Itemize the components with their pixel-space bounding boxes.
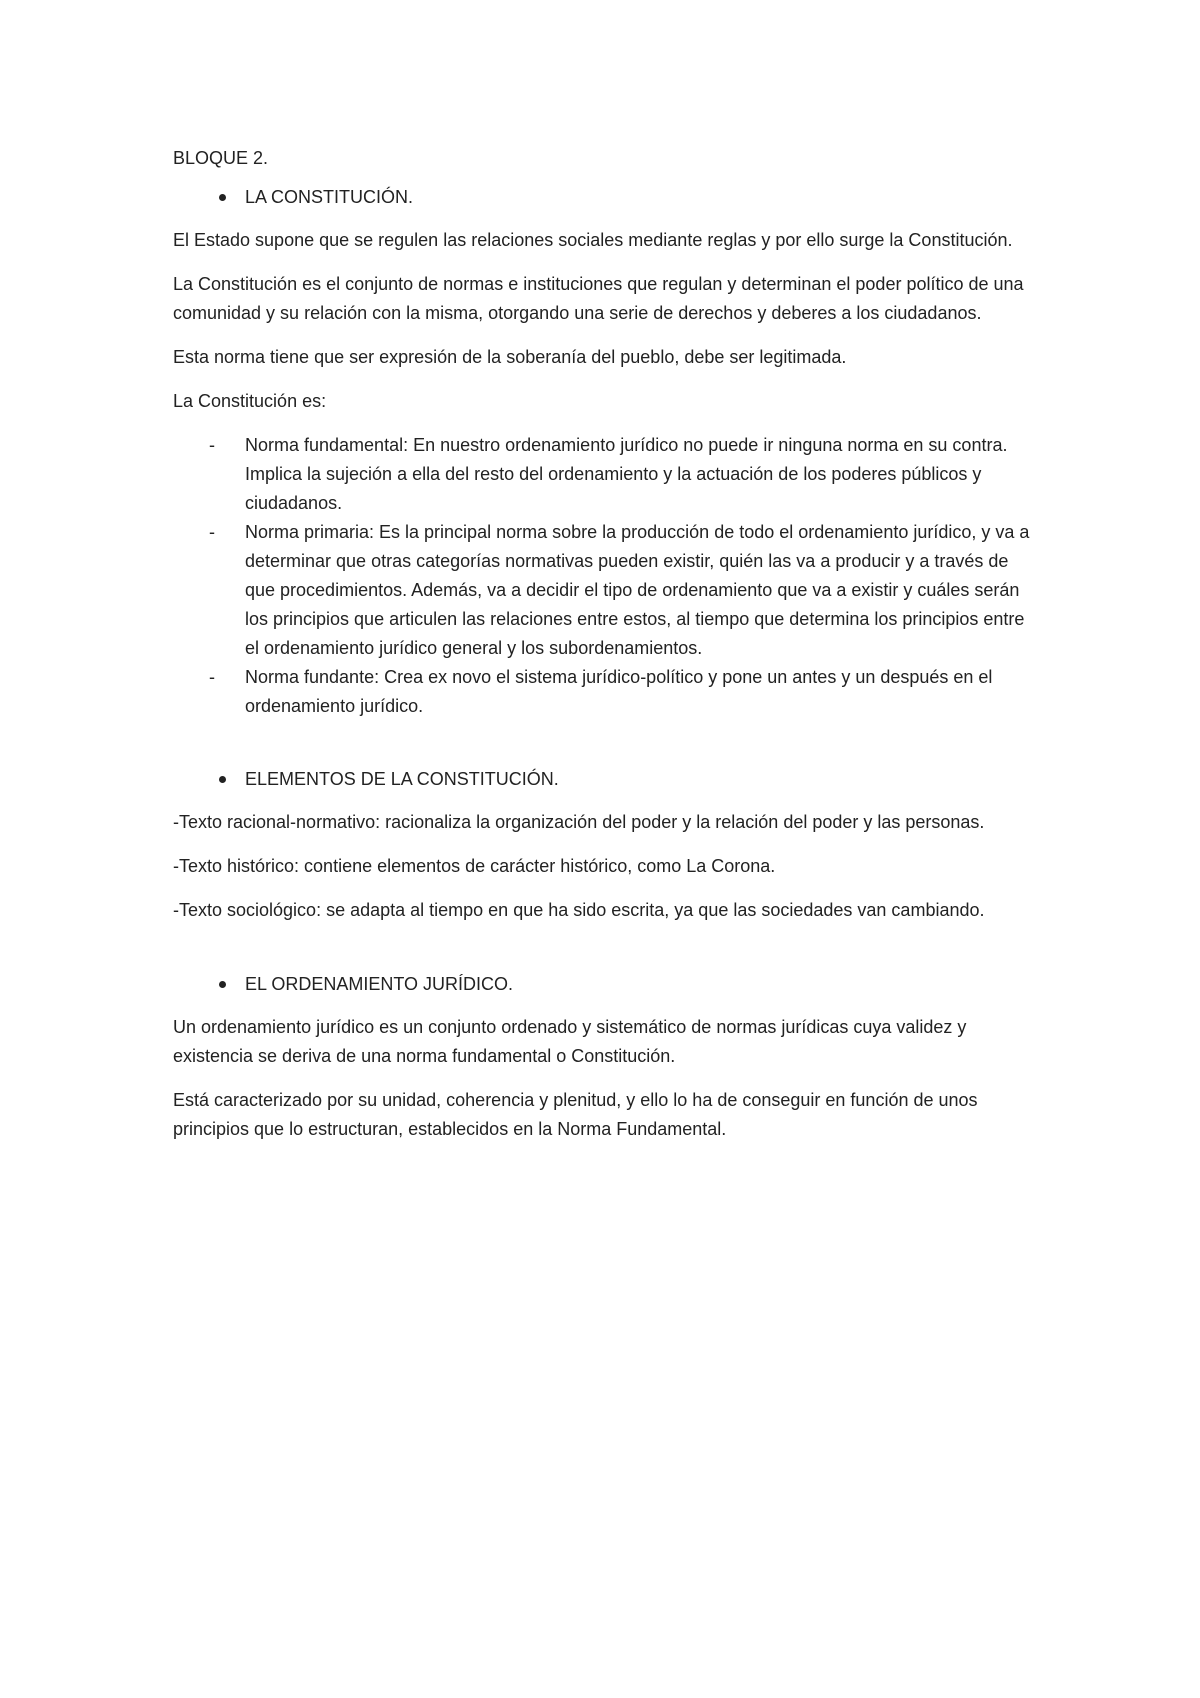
list-item bbox=[173, 518, 1043, 663]
section-heading-constitucion bbox=[173, 183, 1043, 212]
list-item-text: Norma fundamental: En nuestro ordenamiento jurídico no puede ir ninguna norma en su contra. Implica la sujeción a ella del resto del ordenamiento y la actuación de los poderes públicos y ciudadanos. bbox=[245, 435, 1008, 513]
list-item bbox=[173, 663, 1043, 721]
paragraph: -Texto histórico: contiene elementos de carácter histórico, como La Corona. bbox=[173, 856, 776, 876]
paragraph: La Constitución es el conjunto de normas e instituciones que regulan y determinan el poder político de una comunidad y su relación con la misma, otorgando una serie de derechos y deberes a los ciudadanos. bbox=[173, 274, 1024, 323]
spacer bbox=[173, 721, 1043, 765]
paragraph: -Texto racional-normativo: racionaliza la organización del poder y la relación del poder y las personas. bbox=[173, 812, 985, 832]
section-heading-ordenamiento bbox=[173, 970, 1043, 999]
paragraph: Esta norma tiene que ser expresión de la soberanía del pueblo, debe ser legitimada. bbox=[173, 347, 847, 367]
bullet-icon bbox=[219, 194, 226, 201]
bullet-icon bbox=[219, 981, 226, 988]
bullet-icon bbox=[219, 776, 226, 783]
dash-marker: - bbox=[209, 522, 215, 542]
list-item-text: Norma primaria: Es la principal norma sobre la producción de todo el ordenamiento jurídico, y va a determinar que otras categorías normativas pueden existir, quién las va a producir y a través de que procedimientos. Además, va a decidir el tipo de ordenamiento que va a existir y cuáles serán los principios que articulen las relaciones entre estos, al tiempo que determina los principios entre el ordenamiento jurídico general y los subordenamientos. bbox=[245, 522, 1030, 658]
list-item-text: Norma fundante: Crea ex novo el sistema jurídico-político y pone un antes y un después en el ordenamiento jurídico. bbox=[245, 667, 993, 716]
list-item bbox=[173, 431, 1043, 518]
section-heading-text: EL ORDENAMIENTO JURÍDICO. bbox=[245, 974, 514, 994]
dash-marker: - bbox=[209, 435, 215, 455]
section-heading-elementos bbox=[173, 765, 1043, 794]
document-title: BLOQUE 2. bbox=[173, 148, 269, 168]
paragraph: La Constitución es: bbox=[173, 391, 327, 411]
dash-list bbox=[173, 431, 1043, 721]
spacer bbox=[173, 940, 1043, 970]
document-body bbox=[173, 144, 1043, 1159]
dash-marker: - bbox=[209, 667, 215, 687]
section-heading-text: ELEMENTOS DE LA CONSTITUCIÓN. bbox=[245, 769, 559, 789]
section-heading-text: LA CONSTITUCIÓN. bbox=[245, 187, 414, 207]
paragraph: Está caracterizado por su unidad, coherencia y plenitud, y ello lo ha de conseguir en función de unos principios que lo estructuran, establecidos en la Norma Fundamental. bbox=[173, 1090, 978, 1139]
paragraph: -Texto sociológico: se adapta al tiempo en que ha sido escrita, ya que las sociedades van cambiando. bbox=[173, 900, 985, 920]
paragraph: Un ordenamiento jurídico es un conjunto ordenado y sistemático de normas jurídicas cuya validez y existencia se deriva de una norma fundamental o Constitución. bbox=[173, 1017, 967, 1066]
paragraph: El Estado supone que se regulen las relaciones sociales mediante reglas y por ello surge la Constitución. bbox=[173, 230, 1013, 250]
